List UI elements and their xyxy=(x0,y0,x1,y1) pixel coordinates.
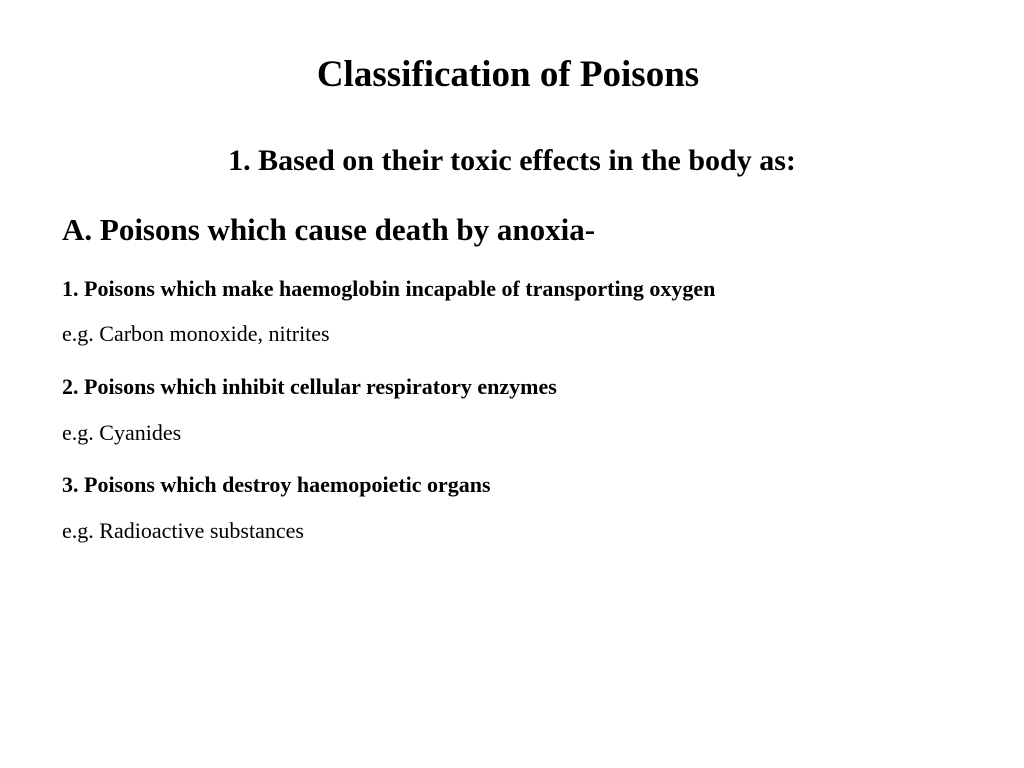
slide-title: Classification of Poisons xyxy=(316,54,700,95)
item-heading-2: 2. Poisons which inhibit cellular respiratory enzymes xyxy=(62,374,557,399)
item-example-1: e.g. Carbon monoxide, nitrites xyxy=(62,321,330,346)
item-example-3: e.g. Radioactive substances xyxy=(62,518,304,543)
item-heading-1: 1. Poisons which make haemoglobin incapable of transporting oxygen xyxy=(62,276,716,301)
section-heading: A. Poisons which cause death by anoxia- xyxy=(62,212,596,247)
item-heading-3: 3. Poisons which destroy haemopoietic organs xyxy=(62,472,491,497)
slide-subtitle: 1. Based on their toxic effects in the body as: xyxy=(228,144,796,177)
item-example-2: e.g. Cyanides xyxy=(62,420,182,445)
